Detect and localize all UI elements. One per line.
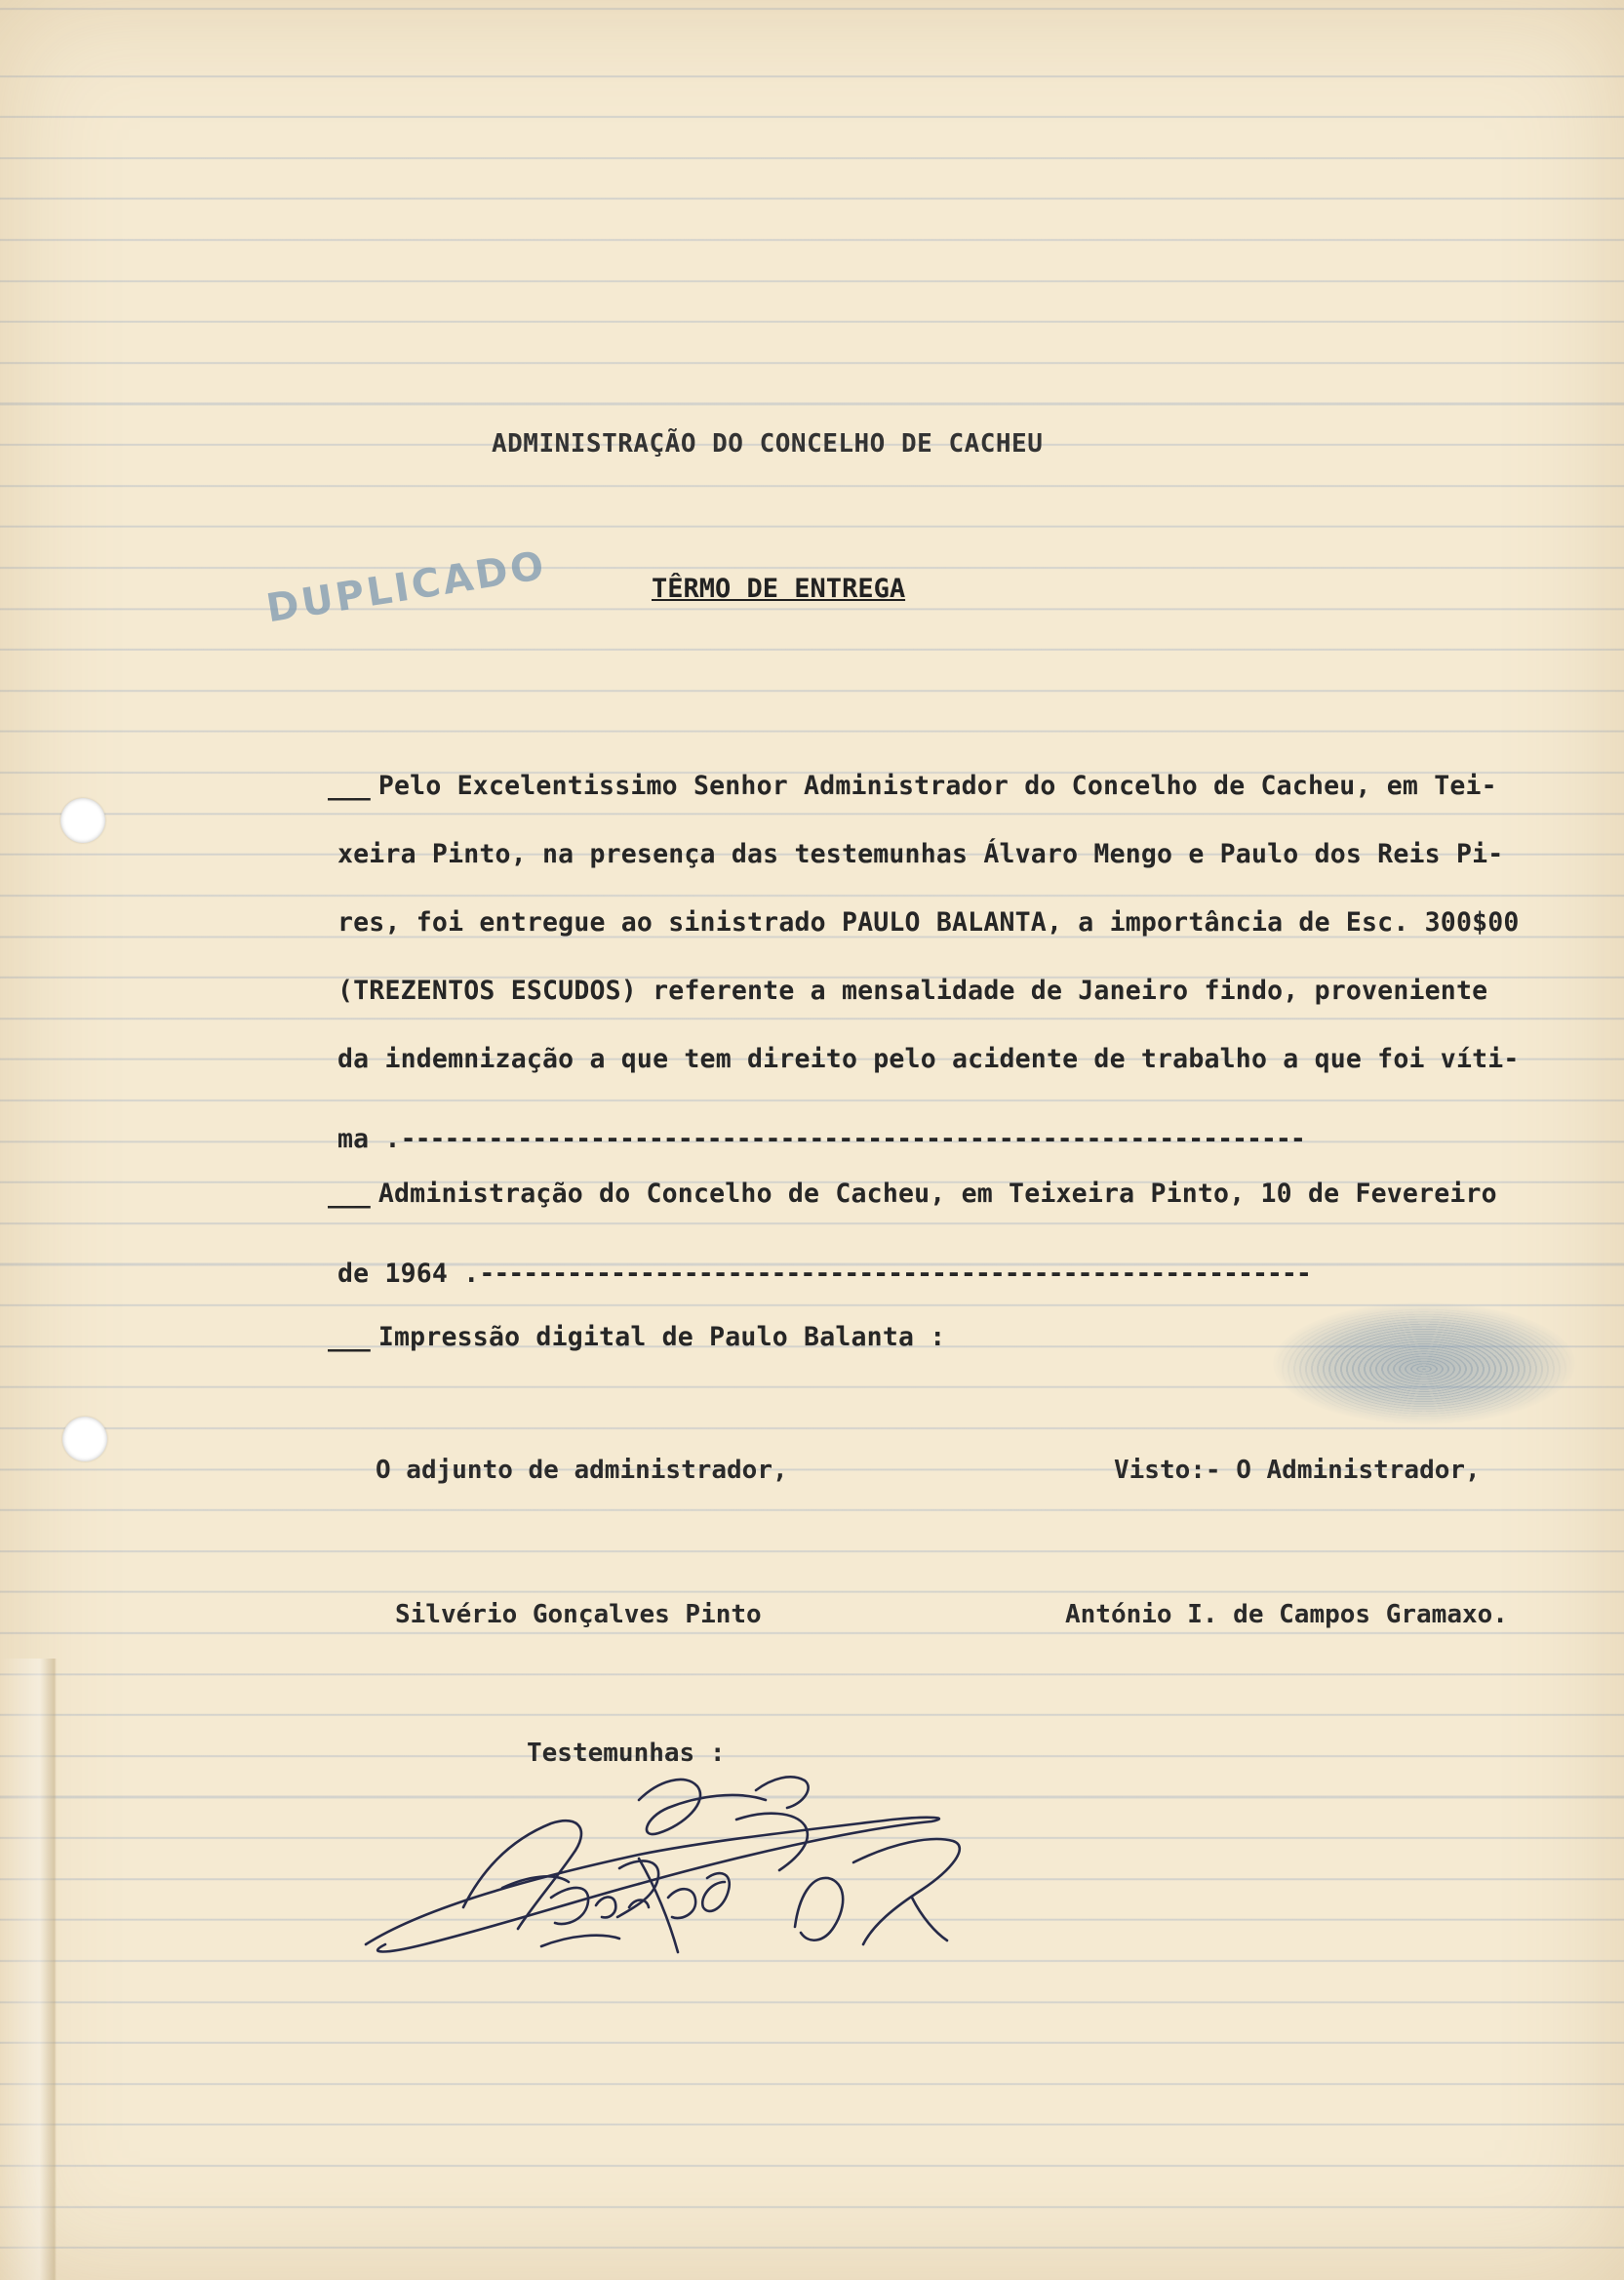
right-signatory-role: Visto:- O Administrador, bbox=[1114, 1456, 1481, 1485]
document-title: TÊRMO DE ENTREGA bbox=[652, 574, 906, 604]
punch-hole bbox=[62, 1417, 107, 1461]
duplicate-stamp: DUPLICADO bbox=[263, 542, 550, 632]
witnesses-label: Testemunhas : bbox=[527, 1739, 726, 1768]
right-signatory-name: António I. de Campos Gramaxo. bbox=[1065, 1600, 1508, 1629]
body-line: ma .-------------------------------------------------------------- bbox=[337, 1124, 1305, 1154]
paper-edge bbox=[0, 1659, 57, 2280]
body-line: (TREZENTOS ESCUDOS) referente a mensalidade de Janeiro findo, proveniente bbox=[337, 976, 1488, 1006]
left-signatory-role: O adjunto de administrador, bbox=[376, 1456, 788, 1485]
fingerprint-ridges bbox=[1278, 1307, 1570, 1420]
left-signatory-name: Silvério Gonçalves Pinto bbox=[395, 1600, 762, 1629]
witness-signatures bbox=[346, 1761, 995, 1976]
document-header: ADMINISTRAÇÃO DO CONCELHO DE CACHEU bbox=[492, 429, 1044, 459]
body-line: da indemnização a que tem direito pelo acidente de trabalho a que foi víti- bbox=[337, 1044, 1520, 1074]
body-line: de 1964 .--------------------------------------------------------- bbox=[337, 1259, 1311, 1289]
body-line: ___ Administração do Concelho de Cacheu, em Teixeira Pinto, 10 de Fevereiro bbox=[328, 1179, 1497, 1209]
body-line: ___ Pelo Excelentissimo Senhor Administrador do Concelho de Cacheu, em Tei- bbox=[328, 771, 1497, 801]
punch-hole bbox=[60, 798, 105, 843]
body-line: res, foi entregue ao sinistrado PAULO BALANTA, a importância de Esc. 300$00 bbox=[337, 907, 1520, 938]
body-line: ___ Impressão digital de Paulo Balanta : bbox=[328, 1322, 946, 1352]
body-line: xeira Pinto, na presença das testemunhas Álvaro Mengo e Paulo dos Reis Pi- bbox=[337, 839, 1504, 869]
